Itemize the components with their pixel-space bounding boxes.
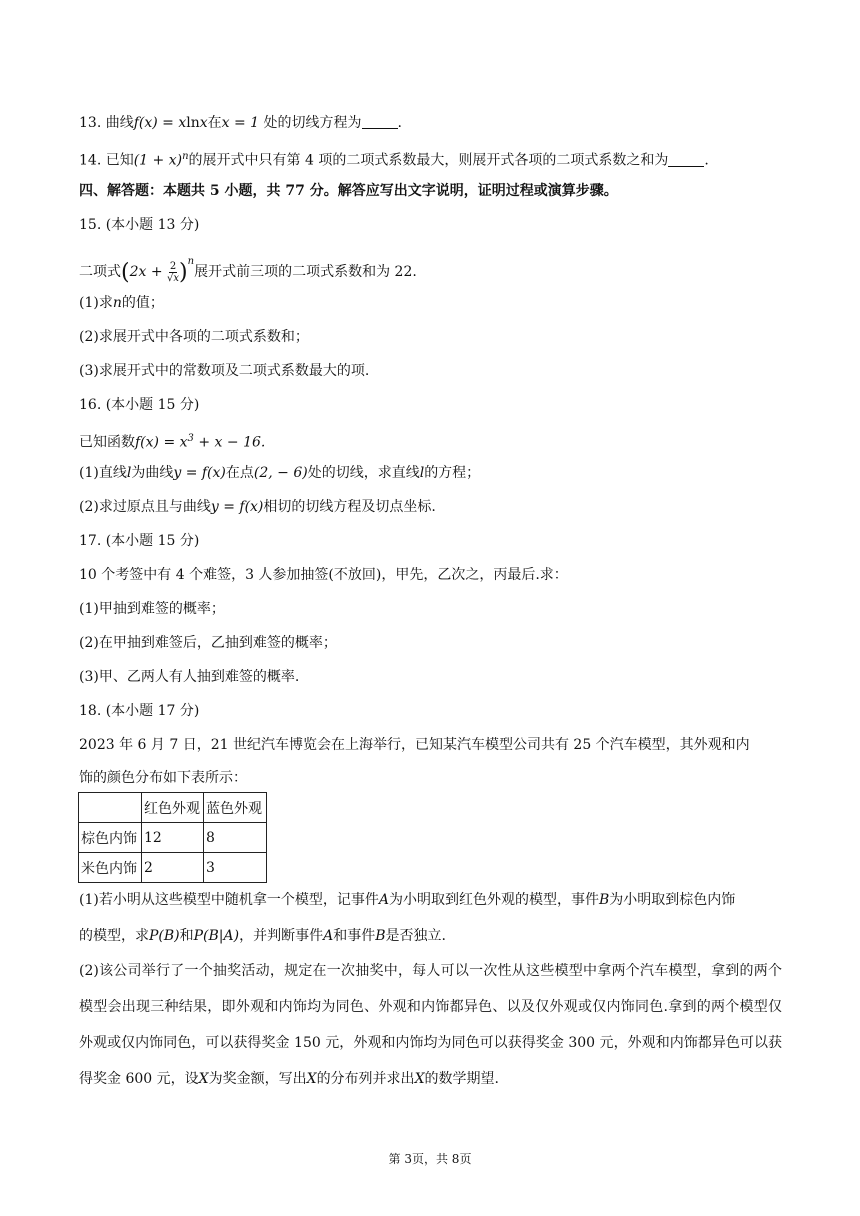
q15-intro <box>79 252 782 284</box>
q18-p1-pba: P(B|A) <box>193 928 240 944</box>
q18-p2-x3: X <box>414 1071 425 1087</box>
q18-p1-text-h: 是否独立. <box>385 928 446 944</box>
q16-fx-rest: + x − 16. <box>193 434 266 451</box>
frac-denominator: √x <box>167 272 180 284</box>
q13-math-1: f(x) = x <box>133 115 187 131</box>
q13-text-3: 处的切线方程为 <box>259 115 362 131</box>
q16-part-2 <box>79 497 782 517</box>
q18-p1-event-a: A <box>378 892 389 908</box>
q15-p1-a: (1)求 <box>79 295 113 311</box>
q17-intro: 10 个考签中有 4 个难签，3 人参加抽签(不放回)，甲先，乙次之，丙最后.求： <box>79 567 568 583</box>
q16-p1-l: l <box>126 465 132 481</box>
paren-open: ( <box>121 260 130 285</box>
q18-intro-1: 2023 年 6 月 7 日，21 世纪汽车博览会在上海举行，已知某汽车模型公司共有 25 个汽车模型，其外观和内 <box>79 737 750 753</box>
q16-p2-b: y = f(x) <box>210 499 264 515</box>
q18-p2-text-d: 的数学期望. <box>424 1071 499 1087</box>
q16-p2-c: 相切的切线方程及切点坐标. <box>263 499 436 515</box>
q18-p1-text-f: ，并判断事件 <box>239 928 324 944</box>
q16-fx: f(x) = x <box>135 434 188 451</box>
q13-math-2: x = 1 <box>221 115 260 131</box>
q16-p2-a: (2)求过原点且与曲线 <box>79 499 211 515</box>
table-cell: 2 <box>142 853 204 883</box>
q14-text: 的展开式中只有第 4 项的二项式系数最大，则展开式各项的二项式系数之和为 <box>188 152 669 169</box>
q18-p1-text-c: 为小明取到棕色内饰 <box>609 892 736 908</box>
q14-sup: n <box>182 151 189 162</box>
table-cell: 8 <box>204 823 267 853</box>
q18-p2-text-a: (2)该公司举行了一个抽奖活动，规定在一次抽奖中，每人可以一次性从这些模型中拿两个汽车模型，拿到的两个模型会出现三种结果，即外观和内饰均为同色、外观和内饰都异色、以及仅外观或仅内饰同色.拿到的两个模型仅外观或仅内饰同色，可以获得奖金 150 元，外观和内饰均为同色可以获得奖金 300 元，外观和内饰都异色可以获得奖金 600 元，设 <box>79 963 782 1087</box>
section-heading: 四、解答题：本题共 5 小题，共 77 分。解答应写出文字说明，证明过程或演算步骤。 <box>79 183 618 199</box>
table-header-cell: 红色外观 <box>142 793 204 823</box>
q15-part-1 <box>79 293 782 313</box>
q18-p2-x: X <box>198 1071 209 1087</box>
answer-blank <box>362 114 398 129</box>
q18-p2-text-b: 为奖金额，写出 <box>208 1071 307 1087</box>
q16-intro-text: 已知函数 <box>79 434 135 451</box>
page-footer: 第 3页，共 8页 <box>388 1152 472 1166</box>
q15-expr: 2x + <box>129 264 168 280</box>
q18-part-2 <box>79 953 782 1097</box>
q16-p1-e: (2, − 6) <box>253 465 308 481</box>
q18-p2-text-c: 的分布列并求出 <box>316 1071 415 1087</box>
q18-p1-text-a: (1)若小明从这些模型中随机拿一个模型，记事件 <box>79 892 379 908</box>
table-cell: 棕色内饰 <box>79 823 142 853</box>
table-header-cell <box>79 793 142 823</box>
q14-math: (1 + x) <box>133 152 183 169</box>
q16-header: 16. (本小题 15 分) <box>79 397 200 413</box>
q17-part-1: (1)甲抽到难签的概率； <box>79 601 225 617</box>
answer-blank <box>668 152 704 167</box>
q16-part-1 <box>79 463 782 483</box>
q18-p1-event-b2: B <box>375 928 386 944</box>
q13-math-ln: ln <box>186 115 200 131</box>
q16-p1-c: y = f(x) <box>173 465 226 481</box>
q14-end: . <box>704 152 709 169</box>
table-row <box>79 823 267 853</box>
q16-fx-sup: 3 <box>187 433 194 444</box>
q13-math-x: x <box>199 115 208 131</box>
q18-p1-text-g: 和事件 <box>333 928 376 944</box>
q16-p1-h: 的方程； <box>424 465 481 481</box>
q13-label: 13. 曲线 <box>79 115 134 131</box>
table-cell: 3 <box>204 853 267 883</box>
paren-close: ) <box>179 260 188 285</box>
q18-intro-2: 饰的颜色分布如下表所示： <box>79 770 247 786</box>
q15-intro-a: 二项式 <box>79 264 121 280</box>
q15-part-2: (2)求展开式中各项的二项式系数和； <box>79 329 309 345</box>
q16-p1-d: 在点 <box>225 465 254 481</box>
q13-end: . <box>397 115 402 131</box>
q18-header: 18. (本小题 17 分) <box>79 703 200 719</box>
q18-p1-pb: P(B) <box>149 928 180 944</box>
table-cell: 米色内饰 <box>79 853 142 883</box>
question-13 <box>79 113 782 133</box>
q15-sup: n <box>187 256 195 267</box>
q18-p2-x2: X <box>306 1071 317 1087</box>
q18-p1-event-b: B <box>598 892 610 908</box>
q17-part-2: (2)在甲抽到难签后，乙抽到难签的概率； <box>79 635 337 651</box>
q15-intro-b: 展开式前三项的二项式系数和为 22. <box>194 264 417 280</box>
table-cell: 12 <box>142 823 204 853</box>
q17-header: 17. (本小题 15 分) <box>79 533 200 549</box>
q18-p1-text-b: 为小明取到红色外观的模型，事件 <box>388 892 599 908</box>
table-row <box>79 853 267 883</box>
q16-p1-a: (1)直线 <box>79 465 127 481</box>
q16-p1-f: 处的切线，求直线 <box>307 465 420 481</box>
q15-p1-b: 的值； <box>121 295 164 311</box>
q18-p1-text-e: 和 <box>179 928 194 944</box>
q18-part-1-line-2 <box>79 926 782 946</box>
q16-p1-b: 为曲线 <box>131 465 174 481</box>
q18-p1-event-a2: A <box>323 928 334 944</box>
color-distribution-table <box>78 792 267 883</box>
q13-text-2: 在 <box>207 115 222 131</box>
q15-p1-math: n <box>112 295 122 311</box>
q18-p1-text-d: 的模型，求 <box>79 928 149 944</box>
q17-part-3: (3)甲、乙两人有人抽到难签的概率. <box>79 669 300 685</box>
q14-label: 14. 已知 <box>79 152 134 169</box>
question-14 <box>79 147 782 171</box>
table-header-cell: 蓝色外观 <box>204 793 267 823</box>
frac-numerator: 2 <box>169 260 177 272</box>
q16-p1-g: l <box>419 465 425 481</box>
table-header-row <box>79 793 267 823</box>
q18-part-1-line-1 <box>79 890 782 910</box>
q15-part-3: (3)求展开式中的常数项及二项式系数最大的项. <box>79 363 370 379</box>
q16-intro <box>79 429 782 453</box>
q15-header: 15. (本小题 13 分) <box>79 217 200 233</box>
q15-fraction <box>167 261 179 284</box>
